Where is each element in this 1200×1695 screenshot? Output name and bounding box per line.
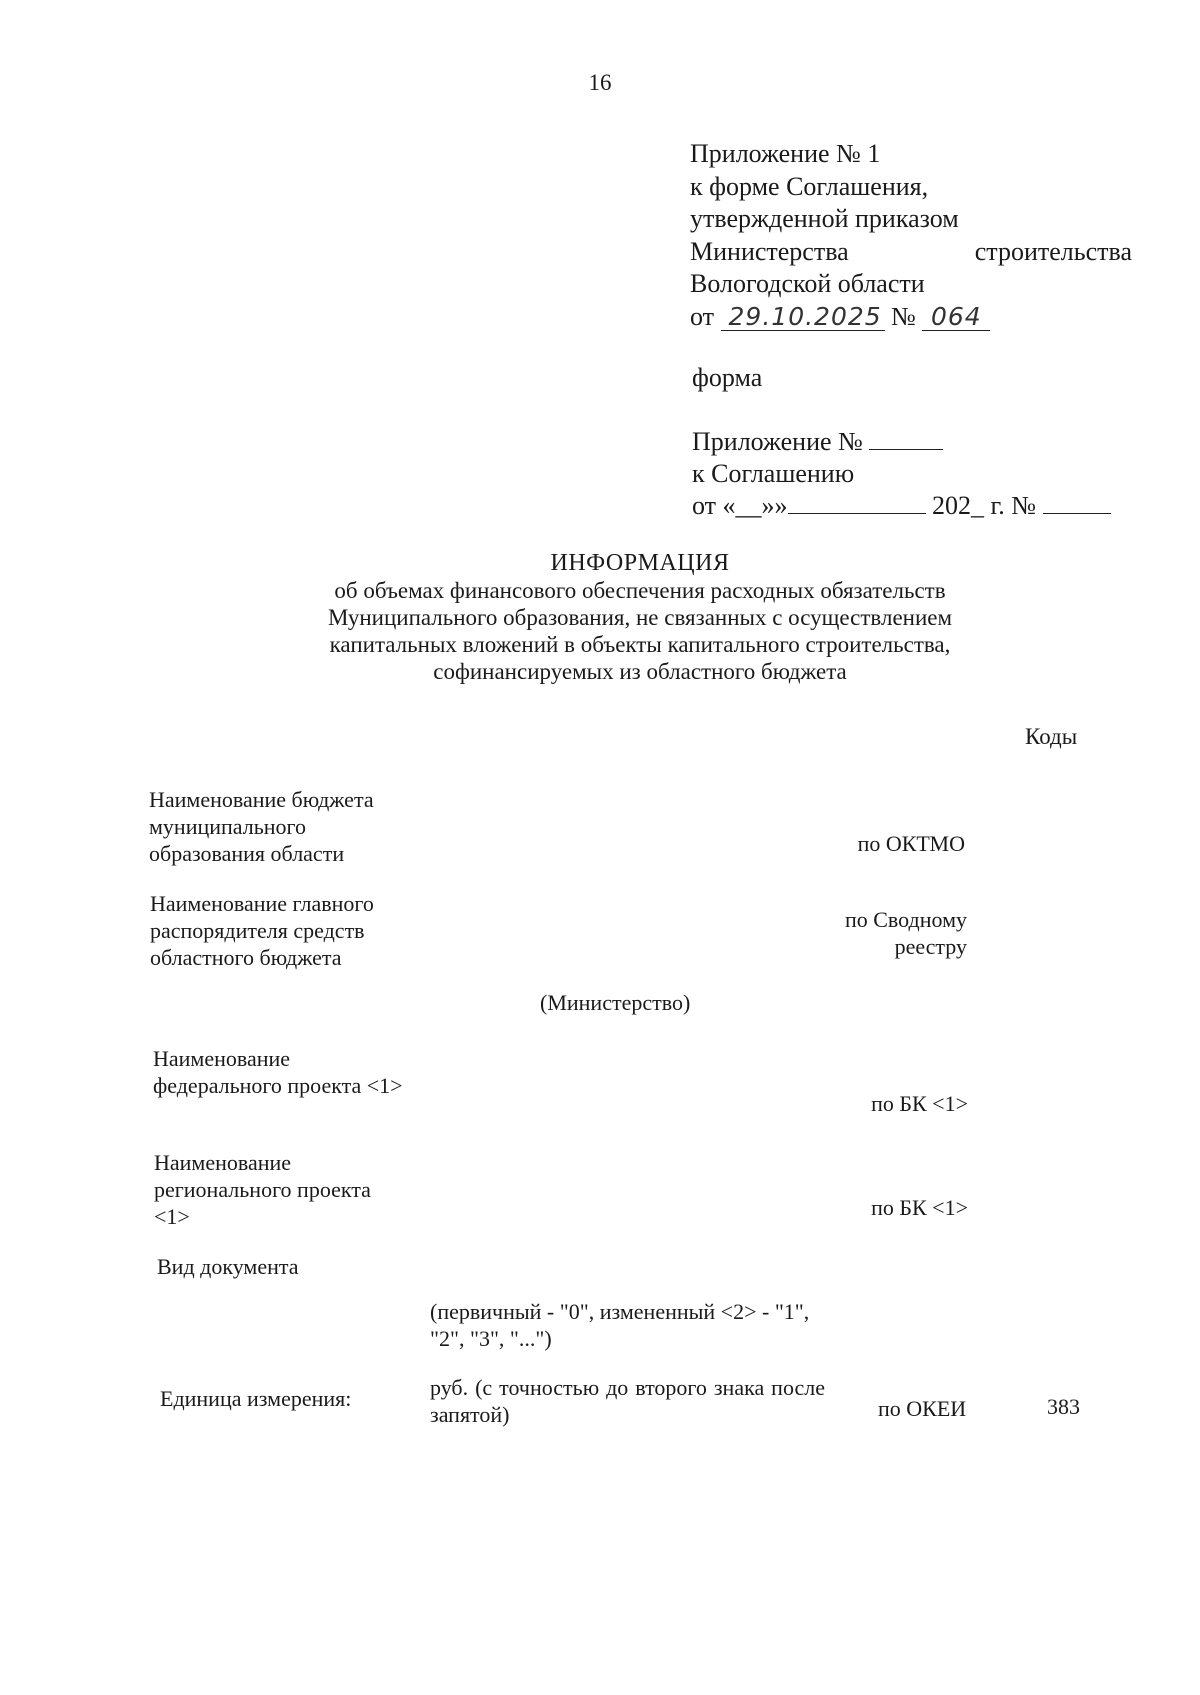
regional-project-label: Наименование регионального проекта <1> [154, 1150, 371, 1229]
consolidated-register-code-label: по Сводному реестру [844, 907, 967, 959]
appendix-line-3 [692, 490, 1111, 522]
codes-header: Коды [1025, 724, 1078, 749]
approval-date-line [690, 301, 1132, 334]
appendix-line-1 [692, 426, 1111, 458]
title-line-1: об объемах финансового обеспечения расходных обязательств [334, 578, 946, 603]
appendix-date-prefix: от «__»» [692, 491, 788, 520]
title-line-4: софинансируемых из областного бюджета [433, 659, 847, 684]
form-label: форма [692, 363, 763, 392]
appendix-header [692, 426, 1111, 522]
appendix-agreement-number-blank [1043, 491, 1111, 514]
approval-construction-word: строительства [974, 236, 1132, 266]
title-line-2: Муниципального образования, не связанных с осуществлением [327, 605, 953, 630]
oktmo-code-label: по ОКТМО [857, 831, 965, 856]
approval-line-1: Приложение № 1 [690, 139, 881, 168]
appendix-date-blank [788, 491, 926, 514]
appendix-year-number: 202_ г. № [932, 491, 1037, 520]
federal-bk-code-label: по БК <1> [871, 1091, 968, 1116]
approval-line-4 [690, 236, 1132, 269]
ministry-note: (Министерство) [540, 990, 691, 1015]
handwritten-number: 064 [922, 304, 990, 331]
document-title [250, 550, 1030, 685]
regional-bk-code-label: по БК <1> [871, 1195, 968, 1220]
appendix-line-2: к Соглашению [692, 459, 855, 488]
approval-line-5: Вологодской области [690, 269, 925, 298]
okei-code-value: 383 [1047, 1394, 1080, 1419]
approval-ministry-word: Министерства [690, 236, 849, 266]
unit-of-measure-label: Единица измерения: [160, 1386, 352, 1411]
title-line-3: капитальных вложений в объекты капитального строительства, [329, 632, 951, 657]
chief-administrator-label: Наименование главного распорядителя средств областного бюджета [150, 891, 374, 970]
appendix-number-blank [869, 427, 943, 450]
page-number: 16 [588, 70, 612, 95]
approval-line-3: утвержденной приказом [690, 204, 959, 233]
federal-project-label: Наименование федерального проекта <1> [153, 1046, 403, 1098]
budget-name-label: Наименование бюджета муниципального образования области [149, 787, 374, 866]
approval-line-2: к форме Соглашения, [690, 171, 929, 201]
title-main: ИНФОРМАЦИЯ [550, 550, 730, 576]
okei-code-label: по ОКЕИ [878, 1396, 967, 1421]
unit-of-measure-value: руб. (с точностью до второго знака после запятой) [430, 1375, 825, 1427]
approval-date-prefix: от [690, 301, 715, 331]
appendix-number-label: Приложение № [692, 427, 863, 456]
document-type-note: (первичный - "0", измененный <2> - "1", "2", "3", "...") [430, 1299, 810, 1351]
approval-number-prefix: № [891, 301, 916, 331]
approval-stamp [690, 138, 1132, 333]
handwritten-date: 29.10.2025 [721, 304, 885, 331]
document-type-label: Вид документа [157, 1254, 299, 1279]
